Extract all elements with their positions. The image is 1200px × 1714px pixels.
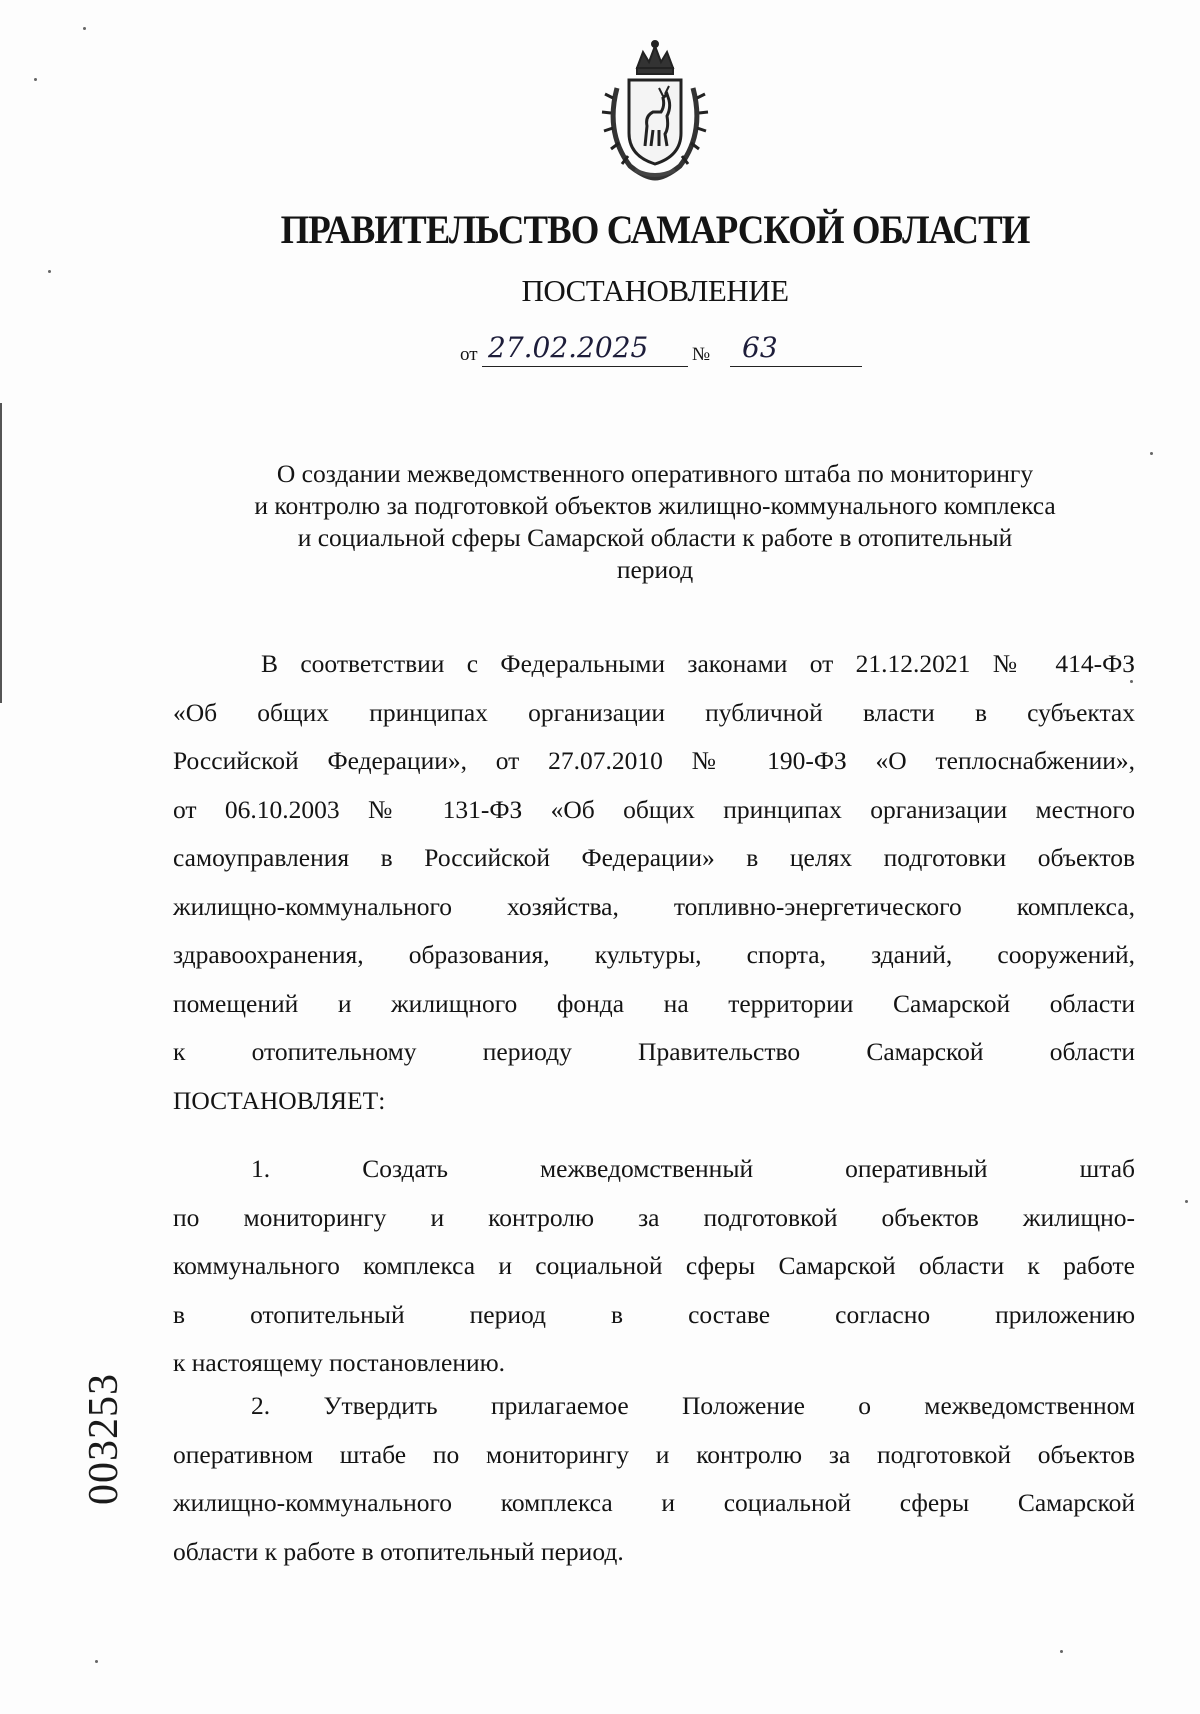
subject-line: О создании межведомственного оперативного штаба по мониторингу	[276, 459, 1034, 488]
scan-speck	[1185, 1200, 1188, 1203]
text-line: Российской Федерации», от 27.07.2010 № 190-ФЗ «О теплоснабжении»,	[173, 746, 1135, 775]
handwritten-number: 63	[730, 330, 862, 367]
text-line: коммунального комплекса и социальной сферы Самарской области к работе	[173, 1251, 1135, 1280]
text-line: В соответствии с Федеральными законами от 21.12.2021 № 414-ФЗ	[261, 649, 1135, 678]
text-line: жилищно-коммунального хозяйства, топливно-энергетического комплекса,	[173, 891, 1135, 921]
date-prefix: от	[460, 344, 478, 365]
number-prefix: №	[692, 344, 711, 365]
text-line: ПОСТАНОВЛЯЕТ:	[173, 1085, 386, 1115]
text-line: «Об общих принципах организации публичной власти в субъектах	[173, 697, 1135, 727]
text-line: самоуправления в Российской Федерации» в целях подготовки объектов	[173, 843, 1135, 872]
text-line: 1. Создать межведомственный оперативный штаб	[251, 1154, 1135, 1183]
handwritten-date: 27.02.2025	[482, 330, 688, 367]
text-line: в отопительный период в составе согласно приложению	[173, 1299, 1135, 1329]
scan-speck	[95, 1660, 98, 1663]
text-line: по мониторингу и контролю за подготовкой объектов жилищно-	[173, 1202, 1135, 1232]
scan-speck	[48, 270, 51, 273]
scan-margin-line	[0, 403, 2, 703]
preamble-paragraph	[173, 640, 1135, 1125]
text-line: оперативном штабе по мониторингу и контролю за подготовкой объектов	[173, 1439, 1135, 1469]
scan-speck	[1150, 452, 1153, 455]
samara-coat-of-arms-icon	[595, 38, 715, 183]
subject-line: и контролю за подготовкой объектов жилищно-коммунального комплекса	[254, 491, 1056, 520]
form-serial-number: 003253	[81, 1373, 127, 1505]
date-number-line	[460, 330, 860, 370]
text-line: области к работе в отопительный период.	[173, 1536, 624, 1566]
text-line: 2. Утвердить прилагаемое Положение о межведомственном	[251, 1391, 1135, 1420]
item-1-paragraph	[173, 1145, 1135, 1388]
text-line: к настоящему постановлению.	[173, 1348, 506, 1377]
text-line: от 06.10.2003 № 131-ФЗ «Об общих принципах организации местного	[173, 794, 1135, 824]
document-type: ПОСТАНОВЛЕНИЕ	[521, 273, 789, 308]
text-line: жилищно-коммунального комплекса и социальной сферы Самарской	[173, 1488, 1135, 1517]
text-line: помещений и жилищного фонда на территории Самарской области	[173, 988, 1135, 1018]
item-2-paragraph	[173, 1382, 1135, 1576]
scan-speck	[1130, 680, 1133, 683]
text-line: к отопительному периоду Правительство Самарской области	[173, 1037, 1135, 1066]
subject-line: и социальной сферы Самарской области к работе в отопительный	[297, 523, 1013, 552]
subject-line: период	[616, 555, 694, 584]
government-title: ПРАВИТЕЛЬСТВО САМАРСКОЙ ОБЛАСТИ	[280, 207, 1030, 252]
scan-speck	[34, 78, 37, 81]
text-line: здравоохранения, образования, культуры, спорта, зданий, сооружений,	[173, 940, 1135, 969]
scan-speck	[83, 27, 86, 30]
document-subject	[180, 458, 1130, 586]
scan-speck	[1060, 1650, 1063, 1653]
